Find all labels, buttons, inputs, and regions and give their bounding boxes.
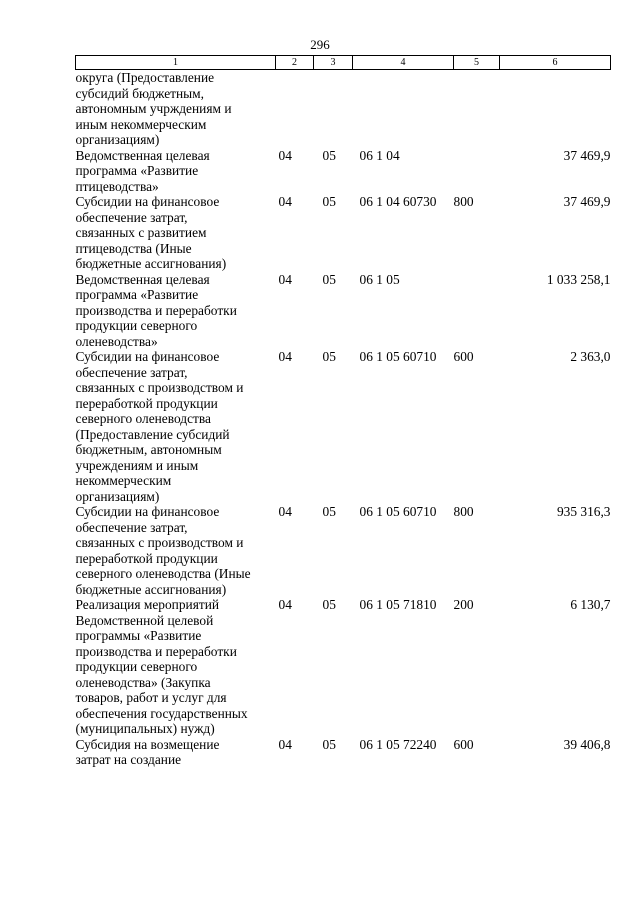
table-header-row xyxy=(76,56,611,70)
row-amount: 2 363,0 xyxy=(570,349,611,364)
row-amount: 6 130,7 xyxy=(570,597,611,612)
row-amount: 37 469,9 xyxy=(563,147,611,163)
row-target-code: 06 1 05 71810 xyxy=(359,597,437,612)
row-description: округа (Предоставление субсидий бюджетным, автономным учрждениям и иным некоммерческим организациям) xyxy=(75,70,232,147)
row-section: 04 xyxy=(278,271,292,287)
row-description: Субсидии на финансовое обеспечение затрат, связанных с производством и переработкой продукции северного оленеводства (Иные бюджетные ассигнования) xyxy=(75,504,251,597)
row-subsection: 05 xyxy=(322,597,336,612)
column-header: 3 xyxy=(314,56,353,70)
row-expense-kind: 200 xyxy=(453,597,474,612)
table-row xyxy=(76,272,611,350)
page-number: 296 xyxy=(310,37,330,52)
row-section xyxy=(276,70,314,148)
row-description: Реализация мероприятий Ведомственной целевой программы «Развитие производства и переработки продукции северного оленеводства» (Закупка товаров, работ и услуг для обеспечения государственных (муниципальных) нужд) xyxy=(75,597,248,736)
column-header: 1 xyxy=(76,56,276,70)
row-section: 04 xyxy=(278,736,292,752)
row-amount: 1 033 258,1 xyxy=(546,271,611,287)
row-expense-kind: 600 xyxy=(453,349,474,364)
row-expense-kind xyxy=(454,70,500,148)
column-header: 2 xyxy=(276,56,314,70)
row-amount xyxy=(500,70,611,148)
row-subsection: 05 xyxy=(322,271,336,287)
column-header: 6 xyxy=(500,56,611,70)
row-target-code: 06 1 04 60730 xyxy=(359,194,437,209)
row-target-code: 06 1 05 72240 xyxy=(359,736,437,752)
row-target-code: 06 1 05 60710 xyxy=(359,349,437,364)
row-subsection xyxy=(314,70,353,148)
row-description: Субсидии на финансовое обеспечение затрат, связанных с производством и переработкой продукции северного оленеводства (Предоставление субсидий бюджетным, автономным учреждениям и иным некоммерческим организациям) xyxy=(75,349,244,504)
row-amount: 37 469,9 xyxy=(563,194,611,209)
row-section: 04 xyxy=(278,597,292,612)
table-row xyxy=(76,148,611,195)
row-description: Субсидии на финансовое обеспечение затрат, связанных с развитием птицеводства (Иные бюджетные ассигнования) xyxy=(75,194,227,271)
row-section: 04 xyxy=(278,194,292,209)
row-target-code xyxy=(353,70,454,148)
row-section: 04 xyxy=(278,349,292,364)
column-header: 5 xyxy=(454,56,500,70)
row-expense-kind: 600 xyxy=(453,736,474,752)
row-expense-kind xyxy=(454,272,500,350)
row-expense-kind xyxy=(454,148,500,195)
row-expense-kind: 800 xyxy=(453,194,474,209)
row-expense-kind: 800 xyxy=(453,504,474,519)
table-row xyxy=(76,597,611,737)
row-description: Субсидия на возмещение затрат на создание xyxy=(75,736,220,767)
row-description: Ведомственная целевая программа «Развитие птицеводства» xyxy=(75,147,210,194)
row-subsection: 05 xyxy=(322,504,336,519)
row-target-code: 06 1 05 xyxy=(359,271,400,287)
table-row xyxy=(76,737,611,768)
budget-table xyxy=(75,55,611,768)
row-target-code: 06 1 05 60710 xyxy=(359,504,437,519)
row-amount: 935 316,3 xyxy=(556,504,611,519)
row-subsection: 05 xyxy=(322,147,336,163)
row-section: 04 xyxy=(278,147,292,163)
table-row xyxy=(76,70,611,148)
row-target-code: 06 1 04 xyxy=(359,147,400,163)
table-row xyxy=(76,349,611,504)
column-header: 4 xyxy=(353,56,454,70)
row-subsection: 05 xyxy=(322,349,336,364)
table-row xyxy=(76,194,611,272)
row-description: Ведомственная целевая программа «Развитие производства и переработки продукции северного оленеводства» xyxy=(75,271,237,349)
table-row xyxy=(76,504,611,597)
row-subsection: 05 xyxy=(322,194,336,209)
row-section: 04 xyxy=(278,504,292,519)
row-amount: 39 406,8 xyxy=(563,736,611,752)
row-subsection: 05 xyxy=(322,736,336,752)
